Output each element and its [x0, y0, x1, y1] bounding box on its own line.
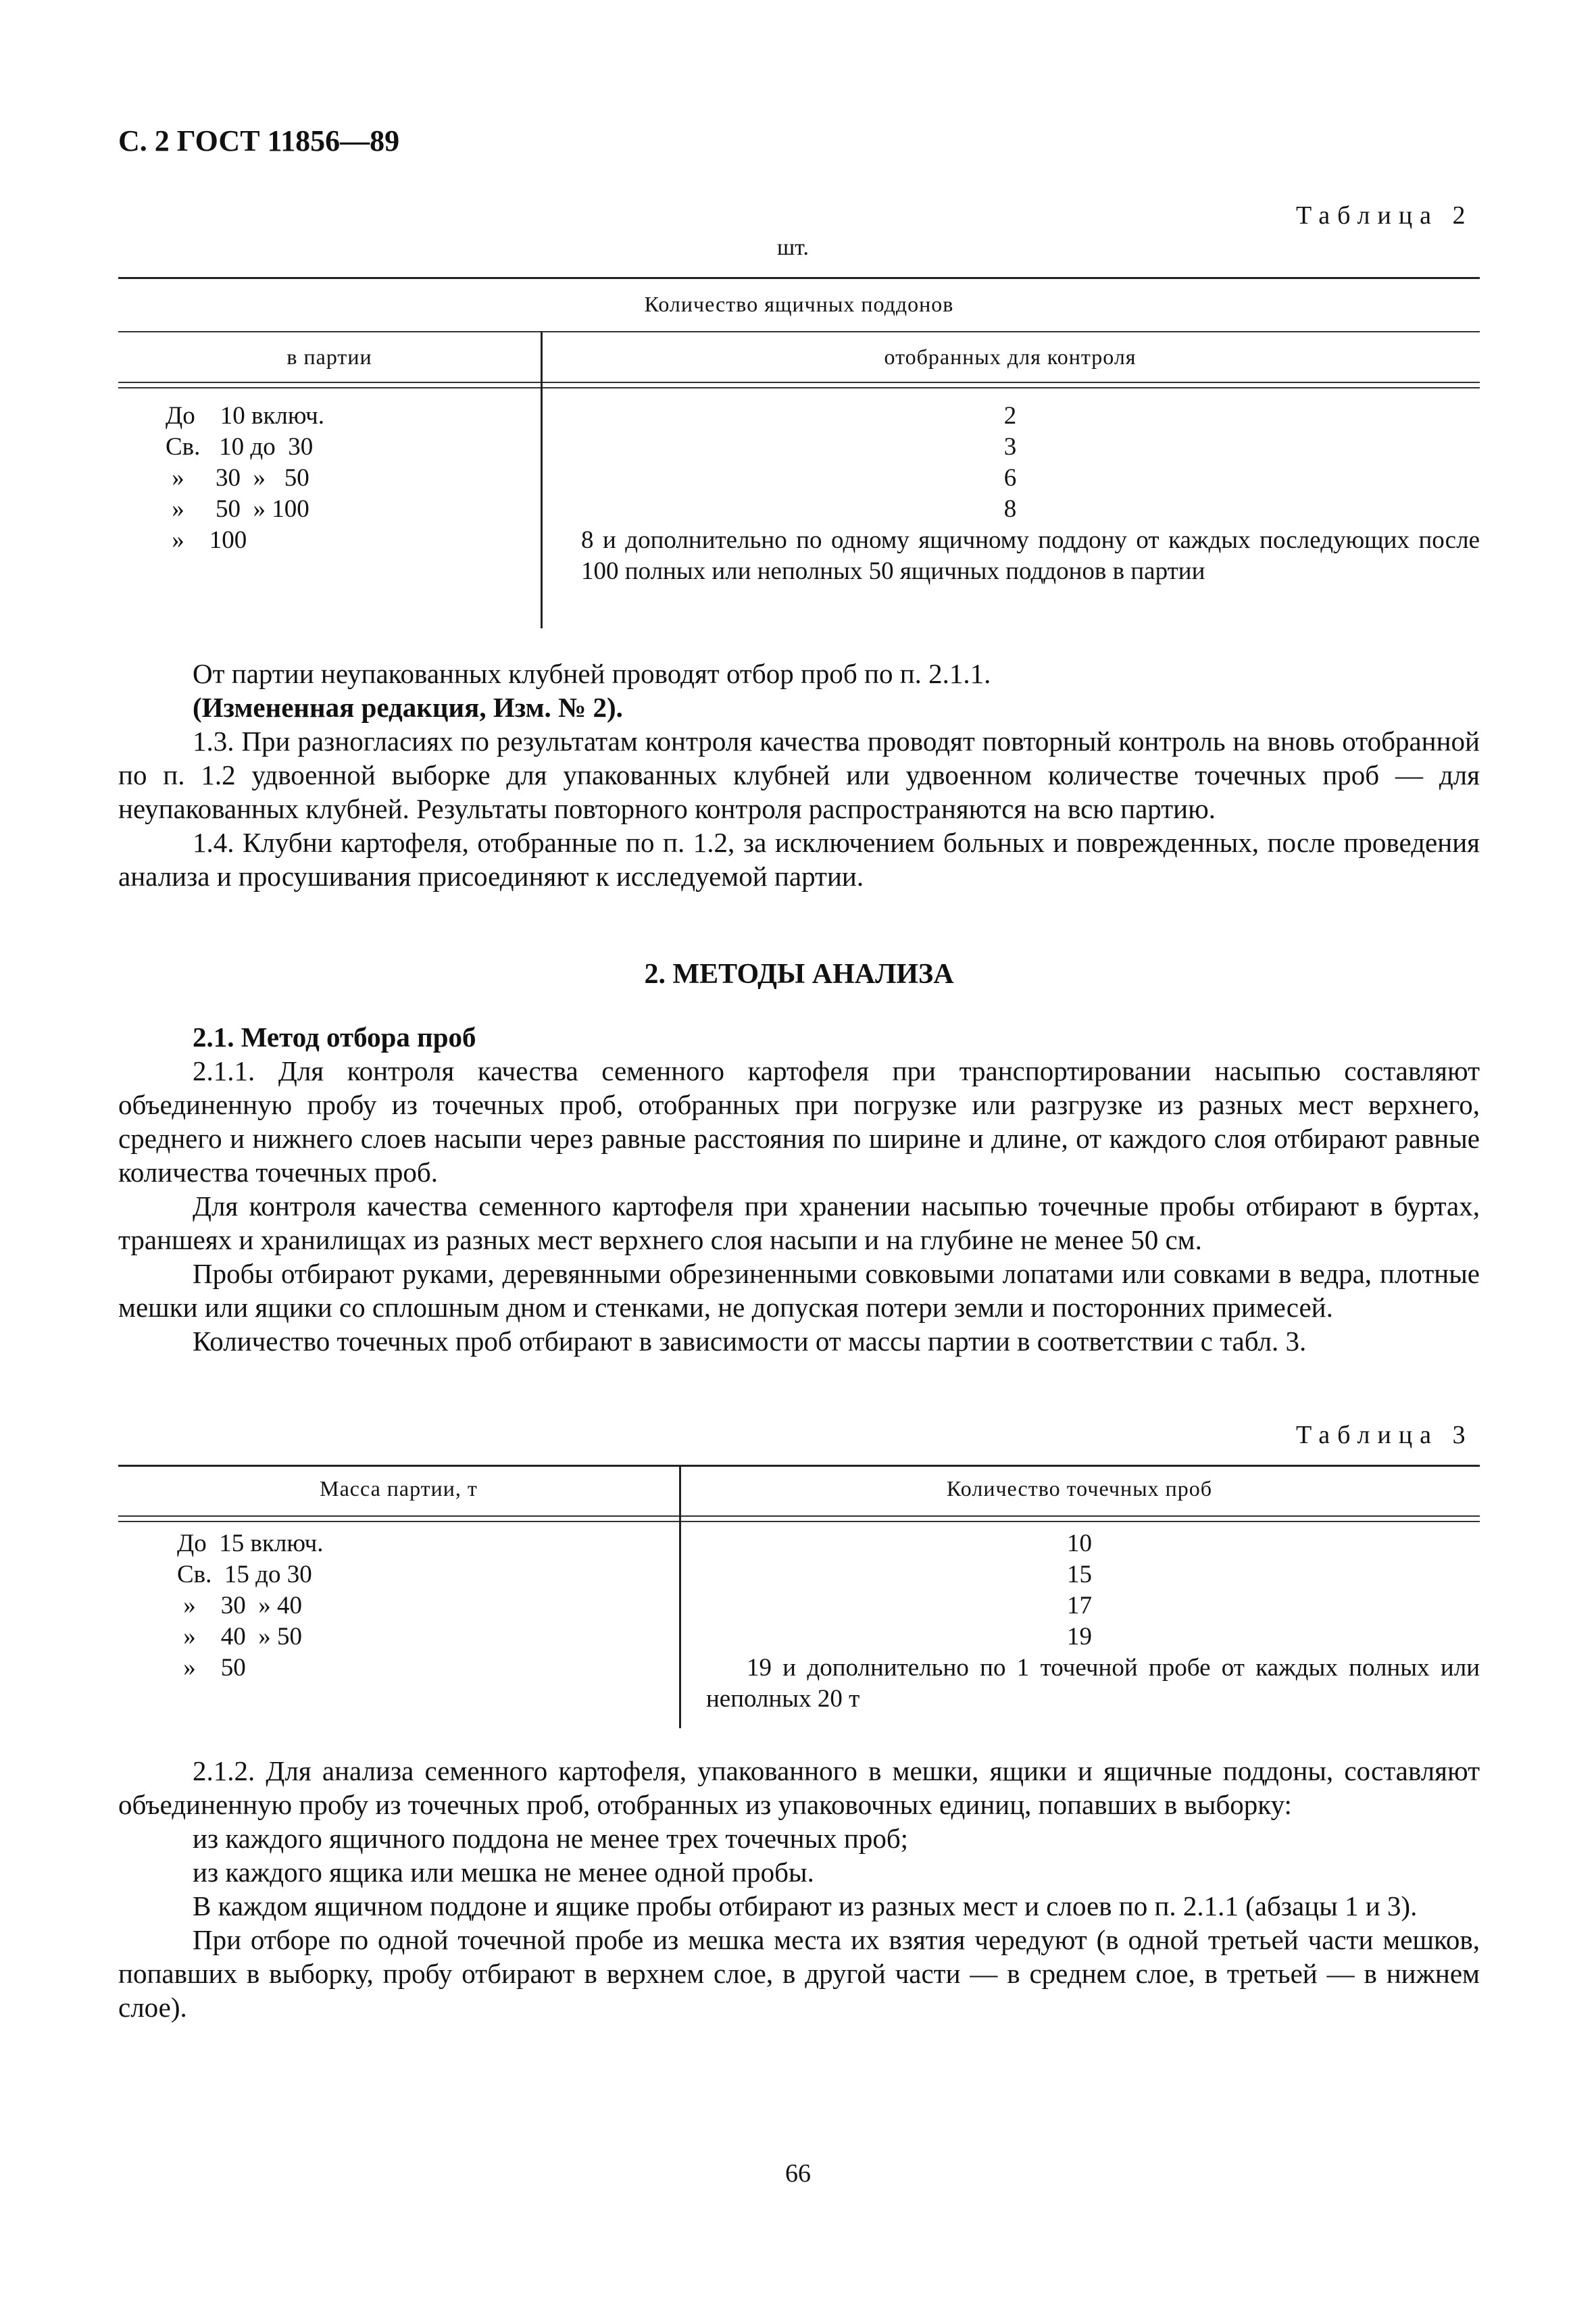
table-2-row-4-left: » 50 » 100: [166, 495, 309, 523]
paragraph-sample-count: Количество точечных проб отбирают в зависимости от массы партии в соответствии с табл. 3.: [193, 1326, 1307, 1357]
table-2-group-header: Количество ящичных поддонов: [644, 292, 954, 316]
table-2-label: Таблица 2: [1296, 201, 1473, 230]
table-3-row-4-left: » 40 » 50: [177, 1623, 302, 1651]
table-2-row-3-left: » 30 » 50: [166, 464, 309, 492]
table-3-row-2-right: 15: [1067, 1561, 1092, 1588]
table-3-col1-header: Масса партии, т: [320, 1476, 478, 1501]
table-2-row-1-right: 2: [1003, 402, 1017, 430]
paragraph-1-4: 1.4. Клубни картофеля, отобранные по п. 1.2, за исключением больных и поврежденных, после проведения анализа и просушивания присоединяют к исследуемой партии.: [118, 827, 1480, 892]
paragraph-2-1-2: 2.1.2. Для анализа семенного картофеля, упакованного в мешки, ящики и ящичные поддоны, составляют объединенную пробу из точечных проб, отобранных из упаковочных единиц, попавших в выборку:: [118, 1755, 1480, 1820]
paragraph-pallet-rule: из каждого ящичного поддона не менее трех точечных проб;: [193, 1823, 909, 1854]
table-3-row-1-left: До 15 включ.: [177, 1530, 324, 1557]
table-2-row-3-right: 6: [1003, 464, 1017, 492]
table-3-col2-header: Количество точечных проб: [947, 1476, 1212, 1501]
paragraph-sampling-unpacked: От партии неупакованных клубней проводят отбор проб по п. 2.1.1.: [193, 658, 991, 689]
table-3-header-rule-2: [118, 1521, 1480, 1522]
paragraph-sampling-tools: Пробы отбирают руками, деревянными обрезиненными совковыми лопатами или совками в ведра, плотные мешки или ящики со сплошным дном и стенками, не допуская потери земли и посторонних примесей.: [118, 1258, 1480, 1323]
table-3-row-3-left: » 30 » 40: [177, 1592, 302, 1619]
paragraph-layer-rule: В каждом ящичном поддоне и ящике пробы отбирают из разных мест и слоев по п. 2.1.1 (абзацы 1 и 3).: [193, 1890, 1418, 1921]
table-2-row-1-left: До 10 включ.: [166, 402, 324, 430]
table-2-row-5-left: » 100: [166, 526, 247, 554]
table-3-row-3-right: 17: [1067, 1592, 1092, 1619]
table-2-header-rule-2: [118, 387, 1480, 388]
page-number: 66: [785, 2159, 811, 2188]
table-3-header-rule-1: [118, 1515, 1480, 1517]
table-3-row-2-left: Св. 15 до 30: [177, 1561, 312, 1588]
table-2-col2-header: отобранных для контроля: [884, 345, 1137, 369]
paragraph-1-3: 1.3. При разногласиях по результатам контроля качества проводят повторный контроль на вновь отобранной по п. 1.2 удвоенной выборке для упакованных клубней или удвоенном количестве точечных проб — для неупакованных клубней. Результаты повторного контроля распространяются на всю партию.: [118, 726, 1480, 824]
paragraph-alternation-rule: При отборе по одной точечной пробе из мешка места их взятия чередуют (в одной третьей части мешков, попавших в выборку, пробу отбирают в верхнем слое, в другой части — в среднем слое, в третьей — в нижнем слое).: [118, 1924, 1480, 2023]
table-3-row-5-left: » 50: [177, 1654, 246, 1682]
amendment-note: (Измененная редакция, Изм. № 2).: [193, 692, 623, 723]
subsection-2-1-heading: 2.1. Метод отбора проб: [193, 1022, 476, 1053]
table-2-row-4-right: 8: [1003, 495, 1017, 523]
table-2-col1-header: в партии: [286, 345, 372, 369]
text-block-3: [118, 1754, 1480, 2024]
paragraph-box-rule: из каждого ящика или мешка не менее одной пробы.: [193, 1857, 814, 1888]
table-3-row-5-right: 19 и дополнительно по 1 точечной пробе от каждых полных или неполных 20 т: [706, 1654, 1480, 1713]
section-2-heading: 2. МЕТОДЫ АНАЛИЗА: [644, 959, 954, 990]
table-3-label: Таблица 3: [1296, 1421, 1473, 1449]
text-block-2: [118, 1020, 1480, 1358]
table-2-row-5-right: 8 и дополнительно по одному ящичному поддону от каждых последующих после 100 полных или неполных 50 ящичных поддонов в партии: [581, 526, 1480, 585]
table-2-row-2-left: Св. 10 до 30: [166, 433, 314, 461]
table-3-top-rule: [118, 1465, 1480, 1467]
table-2-header-rule-1: [118, 382, 1480, 383]
table-2-row-2-right: 3: [1003, 433, 1017, 461]
table-2-top-rule: [118, 277, 1480, 279]
paragraph-storage-sampling: Для контроля качества семенного картофеля при хранении насыпью точечные пробы отбирают в буртах, траншеях и хранилищах из разных мест верхнего слоя насыпи и на глубине не менее 50 см.: [118, 1190, 1480, 1255]
table-2-mid-rule: [118, 331, 1480, 332]
paragraph-2-1-1: 2.1.1. Для контроля качества семенного картофеля при транспортировании насыпью составляют объединенную пробу из точечных проб, отобранных при погрузке или разгрузке из разных мест верхнего, среднего и нижнего слоев насыпи через равные расстояния по ширине и длине, от каждого слоя отбирают равные количества точечных проб.: [118, 1055, 1480, 1188]
document-header: С. 2 ГОСТ 11856—89: [118, 124, 400, 157]
table-2-unit: шт.: [777, 235, 809, 260]
table-3-row-4-right: 19: [1067, 1623, 1092, 1651]
table-3-row-1-right: 10: [1067, 1530, 1092, 1557]
text-block-1: [118, 657, 1480, 893]
